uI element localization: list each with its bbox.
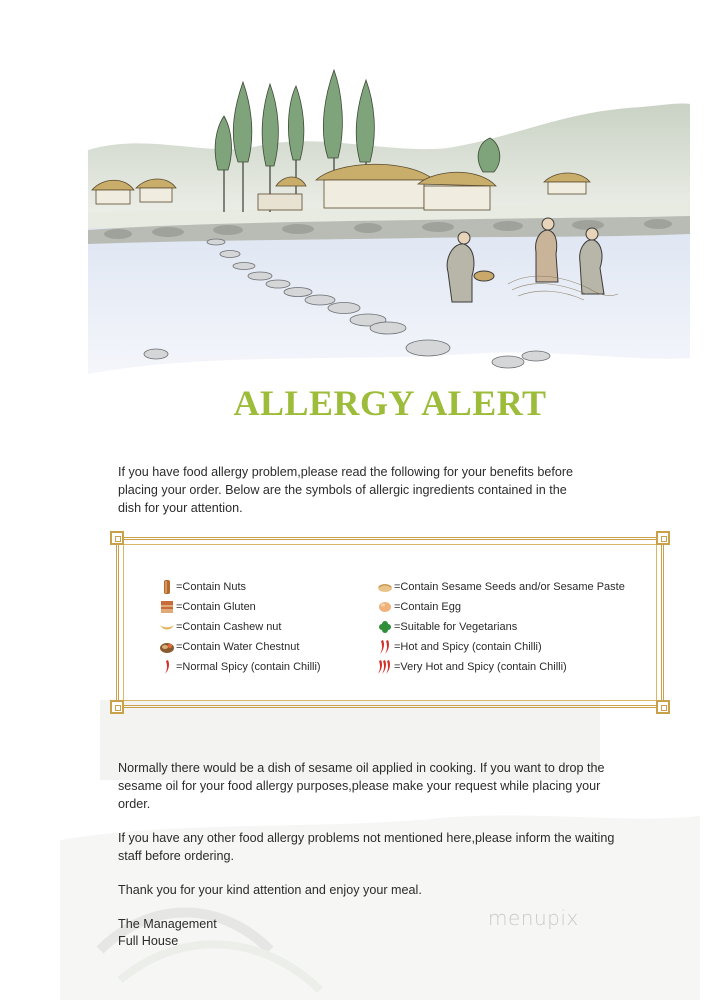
legend-item-egg	[377, 598, 461, 616]
frame-corner-ornament	[656, 531, 670, 545]
legend-item-water-chestnut	[159, 638, 299, 656]
allergen-legend-frame	[116, 537, 664, 708]
legend-label: =Very Hot and Spicy (contain Chilli)	[394, 661, 567, 673]
two-chilli-icon	[377, 639, 393, 655]
legend-label: =Contain Nuts	[176, 581, 247, 593]
frame-corner-ornament	[656, 700, 670, 714]
sesame-icon	[377, 579, 393, 595]
gluten-icon	[159, 599, 175, 615]
legend-item-gluten	[159, 598, 256, 616]
legend-label: =Suitable for Vegetarians	[394, 621, 518, 633]
legend-label: =Contain Gluten	[176, 601, 256, 613]
egg-icon	[377, 599, 393, 615]
thank-you-paragraph: Thank you for your kind attention and enjoy your meal.	[118, 883, 422, 897]
legend-item-hot-spicy	[377, 638, 542, 656]
legend-item-vegetarian	[377, 618, 517, 636]
legend-item-very-hot-spicy	[377, 658, 567, 676]
legend-label: =Hot and Spicy (contain Chilli)	[394, 641, 542, 653]
intro-paragraph: If you have food allergy problem,please read the following for your benefits before placing your order. Below are the symbols of allergic ingredients contained in the dish for your attention.	[118, 465, 574, 515]
legend-label: =Contain Egg	[394, 601, 461, 613]
page-title: ALLERGY ALERT	[233, 383, 547, 423]
frame-corner-ornament	[110, 700, 124, 714]
clover-icon	[377, 619, 393, 635]
nut-icon	[159, 579, 175, 595]
other-allergy-paragraph: If you have any other food allergy problems not mentioned here,please inform the waiting staff before ordering.	[118, 831, 615, 863]
signature: The Management Full House	[118, 917, 217, 948]
legend-item-cashew	[159, 618, 281, 636]
frame-corner-ornament	[110, 531, 124, 545]
legend-label: =Normal Spicy (contain Chilli)	[176, 661, 321, 673]
three-chilli-icon	[377, 659, 393, 675]
chilli-icon	[159, 659, 175, 675]
legend-item-sesame	[377, 578, 625, 596]
watermark-logo: menupix	[488, 906, 579, 930]
legend-item-nuts	[159, 578, 246, 596]
legend-label: =Contain Water Chestnut	[176, 641, 300, 653]
river-village-illustration	[88, 62, 690, 374]
legend-label: =Contain Sesame Seeds and/or Sesame Paste	[394, 581, 625, 593]
water-chestnut-icon	[159, 639, 175, 655]
sesame-oil-paragraph: Normally there would be a dish of sesame oil applied in cooking. If you want to drop the sesame oil for your food allergy purposes,please make your request while placing your order.	[118, 761, 605, 811]
legend-item-normal-spicy	[159, 658, 321, 676]
legend-label: =Contain Cashew nut	[176, 621, 282, 633]
cashew-icon	[159, 619, 175, 635]
